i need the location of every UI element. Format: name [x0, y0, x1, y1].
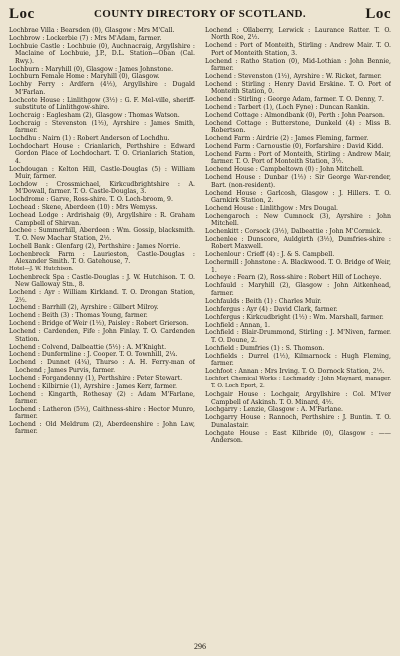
directory-entry: Lochend : Stirling : George Adam, farmer. T. O. Denny, 7. — [205, 96, 384, 104]
directory-entry: Lochend : Beith (3) : Thomas Young, farmer. — [9, 312, 148, 320]
page-header — [9, 6, 391, 22]
directory-entry: Lochengaroch : New Cumnock (3), Ayrshire : John Mitchell. — [205, 212, 391, 228]
directory-entry: Lochdochart House : Crianlarich, Perthshire : Edward Gordon Place of Lochdochart. T. O. Crianlarich Station, 4. — [9, 143, 195, 165]
directory-entry: Lochend Farm : Carnoustie (0), Forfarshire : David Kidd. — [205, 143, 384, 151]
directory-entry: Lochenbreck Spa : Castle-Douglas : J. W. Hutchison. T. O. New Galloway Stn., 8. — [9, 273, 195, 289]
directory-entry: Lochby Ferry : Ardfern (4½), Argyllshire : Dugald M'Farlan. — [9, 81, 195, 96]
directory-entry: Lochend : Colvend, Dalbeattie (5½) : A. M'Knight. — [9, 343, 167, 351]
directory-entry: Lochead : Skene, Aberdeen (10) : Mrs Wemyss. — [9, 204, 158, 212]
right-column — [205, 27, 391, 639]
directory-entry: Lochfield : Annan, 1. — [205, 321, 270, 329]
directory-entry: Lochee : Summerhill, Aberdeen : Wm. Gossip, blacksmith. T. O. New Machar Station, 2½. — [9, 227, 195, 242]
directory-entry: Lochend Cottage : Almondbank (0), Perth : John Pearson. — [205, 111, 385, 119]
directory-entry: Lochend Cottage : Butterstone, Dunkeld (4) : Miss B. Robertson. — [205, 119, 391, 135]
directory-entry: Lochgarry House : Rannoch, Perthshire : J. Buntin. T. O. Dunalastair. — [205, 414, 391, 429]
directory-entry: Lochcote House : Linlithgow (3½) : G. F. Mel-ville, sheriff-substitute of Linlithgow-shire. — [9, 96, 195, 111]
directory-entry: Lochend : Ayr : William Kirkland. T. O. Drongan Station, 2½. — [9, 289, 195, 304]
directory-entry: Lochgate House : East Kilbride (0), Glasgow : —— Anderson. — [205, 429, 391, 444]
directory-entry: Lochend : Ollaberry, Lerwick : Laurance Ratter. T. O. North Roe, 2½. — [205, 27, 391, 42]
directory-entry: Lochend House : Linlithgow : Mrs Dougal. — [205, 204, 339, 212]
directory-entry: Lochell Bank : Glenfarg (2), Perthshire : James Norrie. — [9, 242, 181, 250]
directory-entry: Lochend Farm : Port of Monteith, Stirling : Andrew Mair, farmer. T. O. Port of Monteith Station, 3½. — [205, 151, 391, 166]
directory-entry: Lochbuie Castle : Lochbuie (0), Auchnacraig, Argyllshire : Maclaine of Lochbuie, J.P., D.L. Station—Oban (Cal. Rwy.). — [9, 42, 195, 65]
directory-entry: Lochdhu : Nairn (1) : Robert Anderson of Lochdhu. — [9, 135, 170, 143]
directory-entry: Lochend : Forgandenny (1), Perthshire : Peter Stewart. — [9, 374, 183, 382]
directory-entry: Lochfergus : Ayr (4) : David Clark, farmer. — [205, 305, 338, 313]
directory-entry: Lochfield : Blair-Drummond, Stirling : J. M'Niven, farmer. T. O. Doune, 2. — [205, 329, 391, 344]
directory-entry: Lochfauld : Maryhill (2), Glasgow : John Aitkenhead, farmer. — [205, 282, 391, 297]
directory-entry: Lochfoot : Annan : Mrs Irving. T. O. Dornock Station, 2½. — [205, 367, 385, 375]
directory-entry: Lochend : Barrhill (2), Ayrshire : Gilbert Milroy. — [9, 304, 159, 312]
directory-entry: Lochend : Kingarth, Rothesay (2) : Adam M'Farlane, farmer. — [9, 390, 195, 405]
directory-entry: Lochend : Port of Monteith, Stirling : Andrew Mair. T. O. Port of Monteith Station, 3. — [205, 42, 391, 57]
running-head-right: Loc — [365, 6, 391, 22]
running-head-left: Loc — [9, 6, 35, 22]
directory-entry: Lochbrow : Lockerbie (7) : Mrs M'Adam, farmer. — [9, 34, 162, 42]
directory-entry: Lochend House : Campbeltown (0) : John Mitchell. — [205, 166, 364, 174]
directory-entry: Lochbrae Villa : Bearsden (0), Glasgow : Mrs M'Call. — [9, 27, 175, 34]
directory-entry: Lochend House : Dunbar (1½) : Sir George War-render, Bart. (non-resident). — [205, 174, 391, 189]
directory-entry: Lochenlee : Dunscore, Auldgirth (3½), Dumfries-shire : Robert Maxwell. — [205, 235, 391, 251]
directory-entry: Lochenbreck Farm : Laurieston, Castle-Douglas : Alexander Smith. T. O. Gatehouse, 7. — [9, 250, 195, 265]
directory-entry: Lochend : Kilbirnie (1), Ayrshire : James Kerr, farmer. — [9, 382, 177, 390]
directory-entry: Lochgarry : Lenzie, Glasgow : A. M'Farlane. — [205, 406, 343, 414]
directory-entry: Lochfergus : Kirkcudbright (1½) : Wm. Marshall, farmer. — [205, 313, 384, 321]
directory-entry: Lochenkitt : Corsock (3½), Dalbeattie : John M'Cormick. — [205, 228, 383, 236]
directory-entry: Lochfield : Dumfries (1) : S. Thomson. — [205, 344, 325, 352]
directory-entry: Lochenlour : Crieff (4) : J. & S. Campbell. — [205, 251, 335, 259]
directory-entry: Lochend : Latheron (5½), Caithness-shire : Hector Munro, farmer. — [9, 405, 195, 421]
directory-entry: Lochfort Chemical Works : Lochmaddy : John Maynard, manager. T. O. Loch Eport, 2. — [205, 375, 391, 390]
directory-entry: Lochermill : Johnstone : A. Blackwood. T. O. Bridge of Weir, 1. — [205, 259, 391, 274]
directory-entry: Lochfaulds : Beith (1) : Charles Muir. — [205, 297, 322, 305]
directory-entry: Lochburn Female Home : Maryhill (0), Glasgow. — [9, 73, 160, 81]
directory-entry: Lochead Lodge : Ardrishaig (9), Argyllshire : R. Graham Campbell of Shirvan. — [9, 212, 195, 227]
left-column — [9, 27, 195, 639]
directory-entry: Lochend : Bridge of Weir (1½), Paisley : Robert Grierson. — [9, 320, 189, 328]
directory-entry: Lochburn : Maryhill (0), Glasgow : James Johnstone. — [9, 65, 174, 73]
directory-entry: Lochend : Cardenden, Fife : John Finlay. T. O. Cardenden Station. — [9, 328, 195, 343]
directory-entry: Lochend : Old Meldrum (2), Aberdeenshire : John Law, farmer. — [9, 421, 195, 436]
directory-entry: Lochend : Ratho Station (0), Mid-Lothian : John Bennie, farmer. — [205, 57, 391, 72]
page-title: COUNTY DIRECTORY OF SCOTLAND. — [93, 8, 307, 20]
directory-entry: Lochend : Dunnet (4¼), Thurso : A. H. Ferry-man of Lochend ; James Purvis, farmer. — [9, 359, 195, 374]
directory-entry: Lochend Farm : Airdrie (2) : James Fleming, farmer. — [205, 135, 369, 143]
directory-entry: Lochfields : Durrel (1½), Kilmarnock : Hugh Fleming, farmer. — [205, 352, 391, 367]
directory-entry: Lochdrome : Garve, Ross-shire. T. O. Loch-broom, 9. — [9, 196, 173, 204]
directory-entry: Locheye : Fearn (2), Ross-shire : Robert Hill of Locheye. — [205, 274, 382, 282]
page-number: 296 — [194, 642, 206, 651]
directory-entry: Lochcraig : Stevenston (1½), Ayrshire : James Smith, farmer. — [9, 119, 195, 135]
directory-entry: Lochgair House : Lochgair, Argyllshire : Col. M'Iver Campbell of Askinsh. T. O. Minard, 4½. — [205, 391, 391, 406]
directory-columns — [9, 27, 391, 639]
directory-entry: Lochend : Dunfermline : J. Cooper. T. O. Townhill, 2¼. — [9, 351, 178, 359]
directory-entry: Lochend House : Garlcosh, Glasgow : J. Hillers. T. O. Garnkirk Station, 2. — [205, 189, 391, 204]
directory-entry: Lochcraig : Eaglesham (2), Glasgow : Thomas Watson. — [9, 111, 180, 119]
directory-entry: Lochend : Stevenston (1½), Ayrshire : W. Ricket, farmer. — [205, 72, 382, 80]
directory-entry: Lochdougan : Kelton Hill, Castle-Douglas (5) : William Muir, farmer. — [9, 165, 195, 181]
directory-entry: Lochdow : Crossmichael, Kirkcudbrightshire : A. M'Dowall, farmer. T. O. Castle-Douglas, 3. — [9, 181, 195, 196]
directory-entry: Lochend : Tarbert (1), (Loch Fyne) : Duncan Rankin. — [205, 104, 370, 111]
directory-entry: Lochend : Stirling : Henry David Erskine. T. O. Port of Monteith Station, 0. — [205, 80, 391, 96]
directory-entry: Hotel—J. W. Hutchison. — [9, 265, 74, 272]
